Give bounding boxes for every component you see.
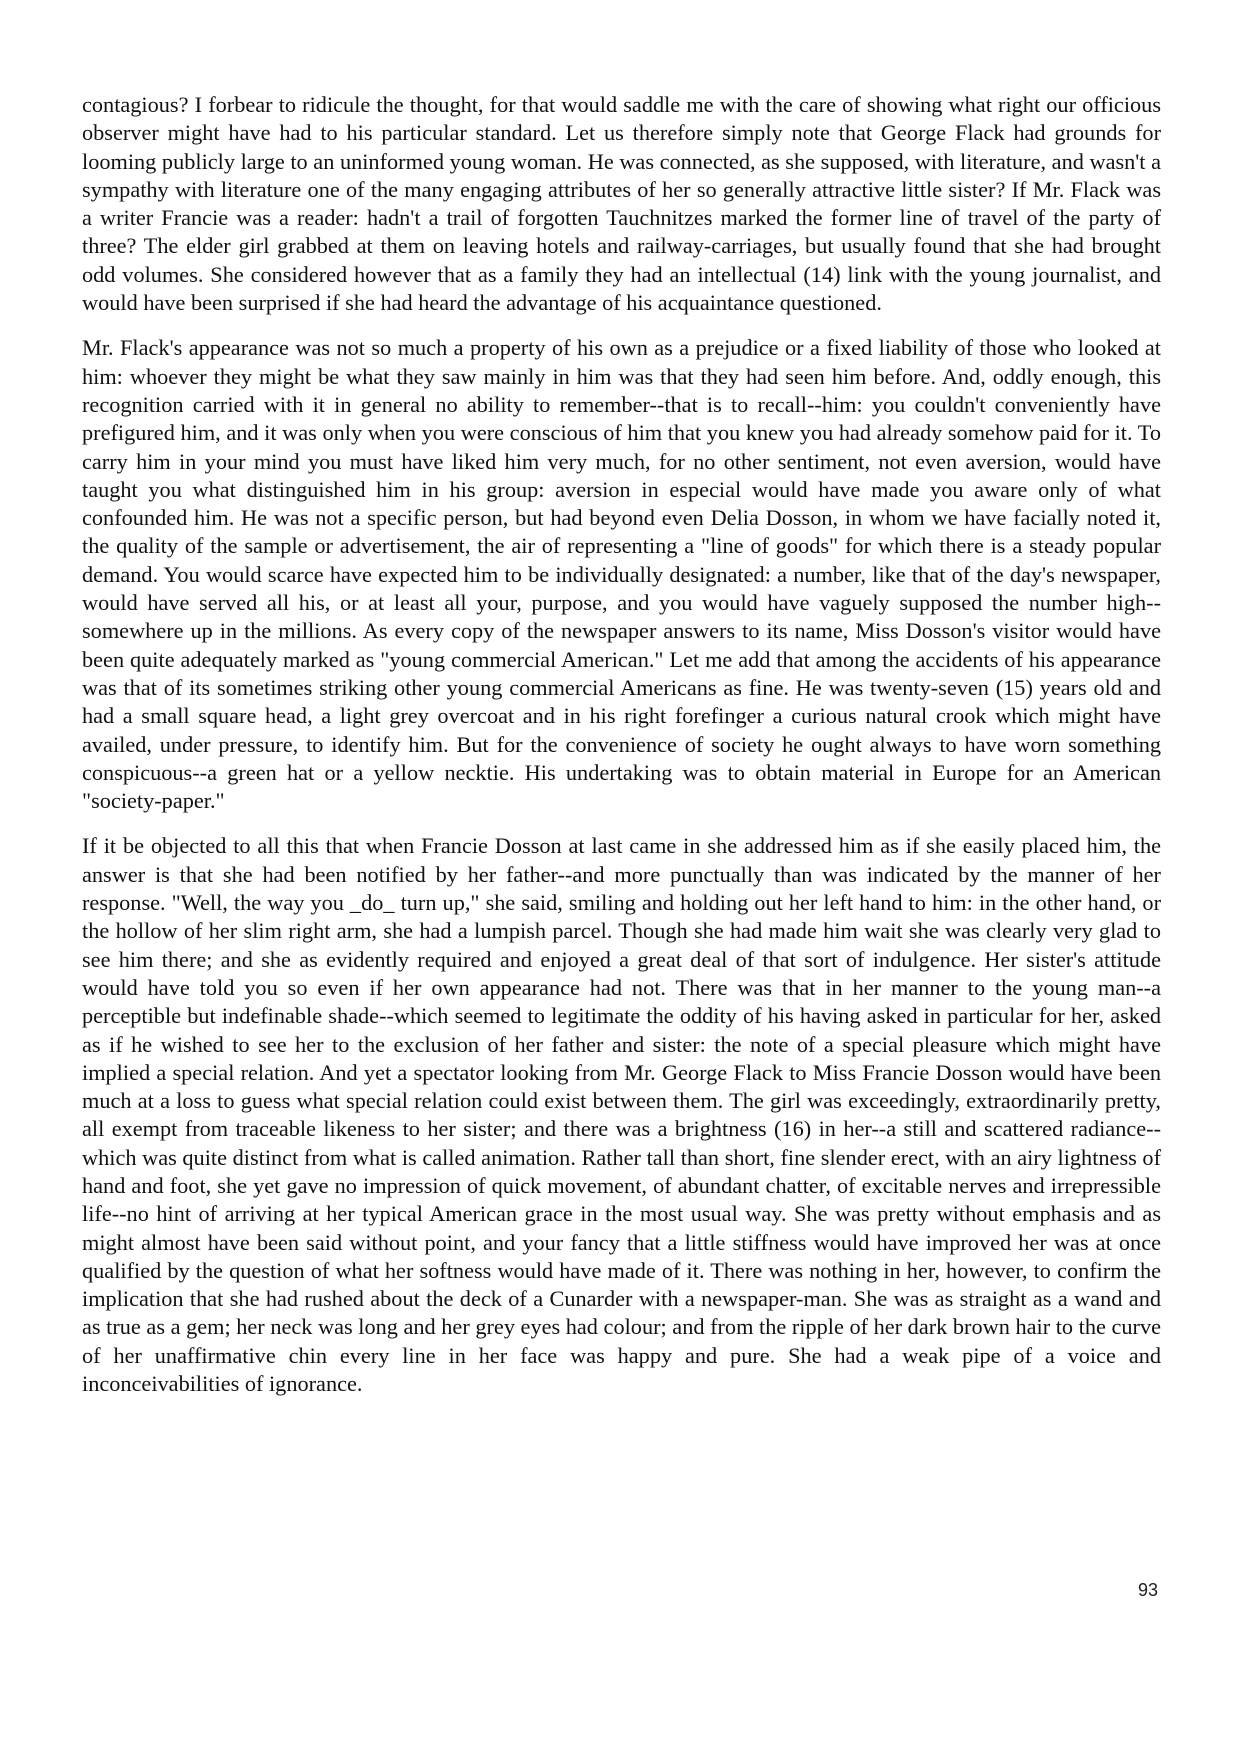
paragraph-3: If it be objected to all this that when Francie Dosson at last came in she addressed him as if she easily placed him, the answer is that she had been notified by her father--and more punctually than was indicated by the manner of her response. "Well, the way you _do_ turn up," she said, smiling and holding out her left hand to him: in the other hand, or the hollow of her slim right arm, she had a lumpish parcel. Though she had made him wait she was clearly very glad to see him there; and she as evidently required and enjoyed a great deal of that sort of indulgence. Her sister's attitude would have told you so even if her own appearance had not. There was that in her manner to the young man--a perceptible but indefinable shade--which seemed to legitimate the oddity of his having asked in particular for her, asked as if he wished to see her to the exclusion of her father and sister: the note of a special pleasure which might have implied a special relation. And yet a spectator looking from Mr. George Flack to Miss Francie Dosson would have been much at a loss to guess what special relation could exist between them. The girl was exceedingly, extraordinarily pretty, all exempt from traceable likeness to her sister; and there was a brightness (16) in her--a still and scattered radiance--which was quite distinct from what is called animation. Rather tall than short, fine slender erect, with an airy lightness of hand and foot, she yet gave no impression of quick movement, of abundant chatter, of excitable nerves and irrepressible life--no hint of arriving at her typical American grace in the most usual way. She was pretty without emphasis and as might almost have been said without point, and your fancy that a little stiffness would have improved her was at once qualified by the question of what her softness would have made of it. There was nothing in her, however, to confirm the implication that she had rushed about the deck of a Cunarder with a newspaper-man. She was as straight as a wand and as true as a gem; her neck was long and her grey eyes had colour; and from the ripple of her dark brown hair to the curve of her unaffirmative chin every line in her face was happy and pure. She had a weak pipe of a voice and inconceivabilities of ignorance. bbox=[82, 833, 1161, 1397]
page-number: 93 bbox=[1137, 1580, 1158, 1600]
document-page bbox=[82, 91, 1161, 1415]
paragraph-2: Mr. Flack's appearance was not so much a property of his own as a prejudice or a fixed liability of those who looked at him: whoever they might be what they saw mainly in him was that they had seen him before. And, oddly enough, this recognition carried with it in general no ability to remember--that is to recall--him: you couldn't conveniently have prefigured him, and it was only when you were conscious of him that you knew you had already somehow paid for it. To carry him in your mind you must have liked him very much, for no other sentiment, not even aversion, would have taught you what distinguished him in his group: aversion in especial would have made you aware only of what confounded him. He was not a specific person, but had beyond even Delia Dosson, in whom we have facially noted it, the quality of the sample or advertisement, the air of representing a "line of goods" for which there is a steady popular demand. You would scarce have expected him to be individually designated: a number, like that of the day's newspaper, would have served all his, or at least all your, purpose, and you would have vaguely supposed the number high--somewhere up in the millions. As every copy of the newspaper answers to its name, Miss Dosson's visitor would have been quite adequately marked as "young commercial American." Let me add that among the accidents of his appearance was that of its sometimes striking other young commercial Americans as fine. He was twenty-seven (15) years old and had a small square head, a light grey overcoat and in his right forefinger a curious natural crook which might have availed, under pressure, to identify him. But for the convenience of society he ought always to have worn something conspicuous--a green hat or a yellow necktie. His undertaking was to obtain material in Europe for an American "society-paper." bbox=[82, 335, 1161, 814]
paragraph-1: contagious? I forbear to ridicule the thought, for that would saddle me with the care of showing what right our officious observer might have had to his particular standard. Let us therefore simply note that George Flack had grounds for looming publicly large to an uninformed young woman. He was connected, as she supposed, with literature, and wasn't a sympathy with literature one of the many engaging attributes of her so generally attractive little sister? If Mr. Flack was a writer Francie was a reader: hadn't a trail of forgotten Tauchnitzes marked the former line of travel of the party of three? The elder girl grabbed at them on leaving hotels and railway-carriages, but usually found that she had brought odd volumes. She considered however that as a family they had an intellectual (14) link with the young journalist, and would have been surprised if she had heard the advantage of his acquaintance questioned. bbox=[82, 92, 1161, 316]
